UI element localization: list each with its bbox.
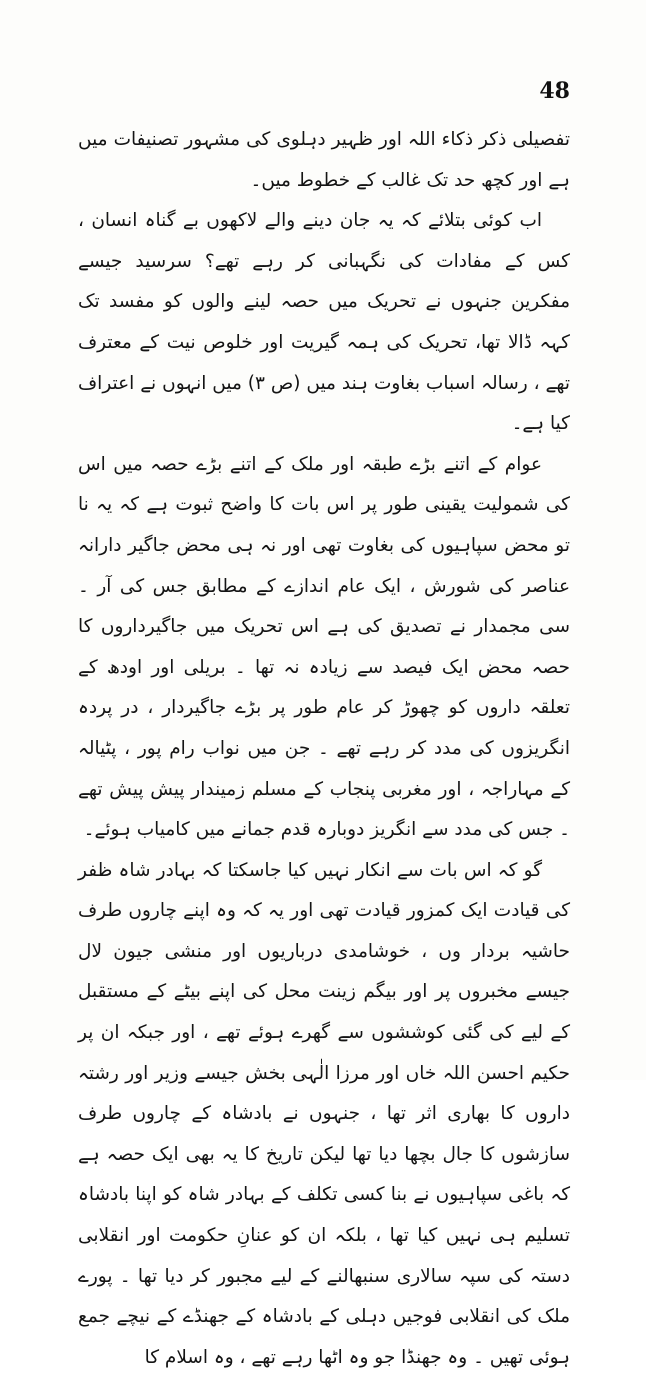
paragraph-2: اب کوئی بتلائے کہ یہ جان دینے والے لاکھوں بے گناہ انسان ، کس کے مفادات کی نگہبانی کر رہے تھے؟ سرسید جیسے مفکرین جنہوں نے تحریک میں حصہ لینے والوں کو مفسد تک کہہ ڈالا تھا، تحریک کی ہمہ گیریت اور خلوص نیت کے معترف تھے ، رسالہ اسباب بغاوت ہند میں (ص ۳) میں انہوں نے اعتراف کیا ہے۔ (78, 210, 570, 435)
paragraph-3: عوام کے اتنے بڑے طبقہ اور ملک کے اتنے بڑے حصہ میں اس کی شمولیت یقینی طور پر اس بات کا واضح ثبوت ہے کہ یہ نا تو محض سپاہیوں کی بغاوت تھی اور نہ ہی محض جاگیر دارانہ عناصر کی شورش ، ایک عام اندازے کے مطابق جس کی آر ۔ سی مجمدار نے تصدیق کی ہے اس تحریک میں جاگیرداروں کا حصہ محض ایک فیصد سے زیادہ نہ تھا ۔ بریلی اور اودھ کے تعلقہ داروں کو چھوڑ کر عام طور پر بڑے جاگیردار ، در پردہ انگریزوں کی مدد کر رہے تھے ۔ جن میں نواب رام پور ، پٹیالہ کے مہاراجہ ، اور مغربی پنجاب کے مسلم زمیندار پیش پیش تھے ۔ جس کی مدد سے انگریز دوبارہ قدم جمانے میں کامیاب ہوئے۔ (78, 453, 570, 841)
paragraph-1: تفصیلی ذکر ذکاء اللہ اور ظہیر دہلوی کی مشہور تصنیفات میں ہے اور کچھ حد تک غالب کے خطوط میں۔ (78, 129, 570, 191)
page-body (78, 120, 570, 1378)
page-number: 48 (539, 78, 570, 104)
paragraph-4: گو کہ اس بات سے انکار نہیں کیا جاسکتا کہ بہادر شاہ ظفر کی قیادت ایک کمزور قیادت تھی اور یہ کہ وہ اپنے چاروں طرف حاشیہ بردار وں ، خوشامدی درباریوں اور منشی جیون لال جیسے مخبروں پر اور بیگم زینت محل کی اپنے بیٹے کے مستقبل کے لیے کی گئی کوششوں سے گھرے ہوئے تھے ، اور جبکہ ان پر حکیم احسن اللہ خاں اور مرزا الٰہی بخش جیسے وزیر اور رشتہ داروں کا بھاری اثر تھا ، جنہوں نے بادشاہ کے چاروں طرف سازشوں کا جال بچھا دیا تھا لیکن تاریخ کا یہ بھی ایک حصہ ہے کہ باغی سپاہیوں نے بنا کسی تکلف کے بہادر شاہ کو اپنا بادشاہ تسلیم ہی نہیں کیا تھا ، بلکہ ان کو عنانِ حکومت اور انقلابی دستہ کی سپہ سالاری سنبھالنے کے لیے مجبور کر دیا تھا ۔ پورے ملک کی انقلابی فوجیں دہلی کے بادشاہ کے جھنڈے کے نیچے جمع ہوئی تھیں ۔ وہ جھنڈا جو وہ اٹھا رہے تھے ، وہ اسلام کا (78, 859, 570, 1368)
